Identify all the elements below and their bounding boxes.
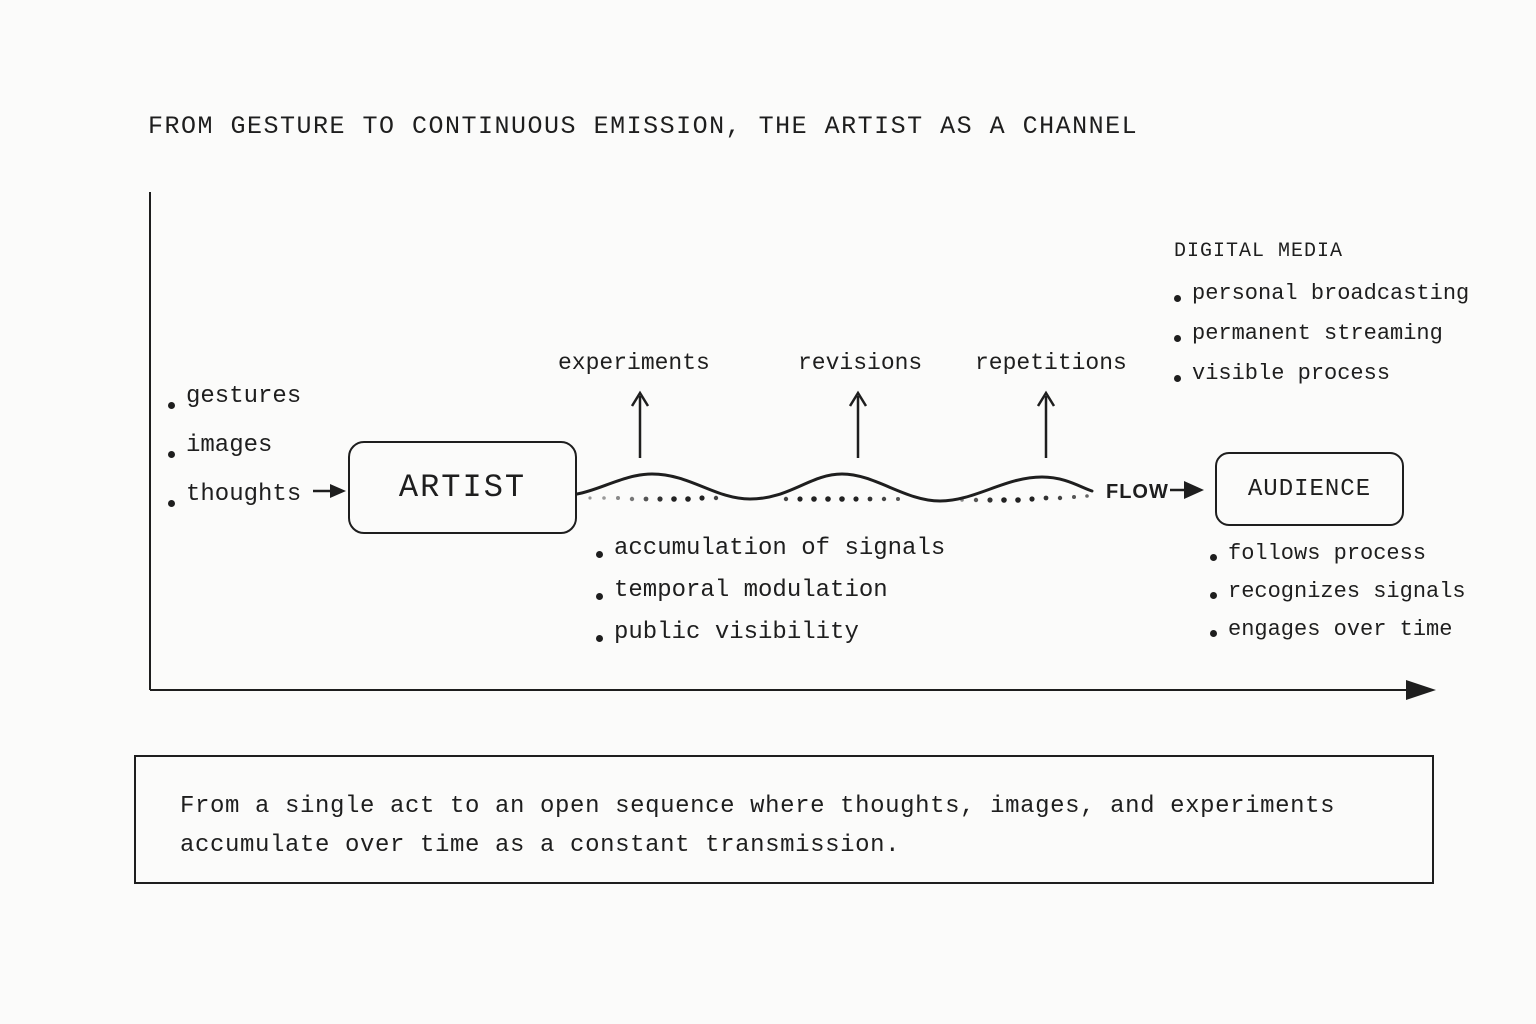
- caption-text: [180, 787, 1400, 865]
- list-item: personal broadcasting: [1172, 278, 1469, 318]
- list-item: recognizes signals: [1208, 576, 1466, 614]
- artist-inputs-list: [166, 380, 301, 527]
- signal-dots: [588, 494, 1088, 503]
- page-title: FROM GESTURE TO CONTINUOUS EMISSION, THE ARTIST AS A CHANNEL: [148, 112, 1139, 141]
- digital-media-list: [1172, 278, 1469, 398]
- signal-wave: [577, 474, 1092, 501]
- flow-label: FLOW: [1106, 481, 1169, 503]
- digital-media-heading: DIGITAL MEDIA: [1174, 240, 1344, 263]
- artist-box: ARTIST: [348, 441, 577, 534]
- flow-arrowhead: [1184, 481, 1204, 499]
- list-item: follows process: [1208, 538, 1466, 576]
- list-item: accumulation of signals: [594, 533, 945, 575]
- list-item: public visibility: [594, 617, 945, 659]
- list-item: thoughts: [166, 478, 301, 527]
- audience-box: AUDIENCE: [1215, 452, 1404, 526]
- list-item: engages over time: [1208, 614, 1466, 652]
- signals-list: [594, 533, 945, 659]
- caption-box: [134, 755, 1434, 884]
- caption-line-1: From a single act to an open sequence where thoughts, images, and experiments: [180, 793, 1336, 820]
- revisions-label: revisions: [798, 350, 923, 376]
- list-item: images: [166, 429, 301, 478]
- list-item: permanent streaming: [1172, 318, 1469, 358]
- caption-line-2: accumulate over time as a constant transmission.: [180, 832, 901, 859]
- audience-traits-list: [1208, 538, 1466, 652]
- list-item: visible process: [1172, 358, 1469, 398]
- list-item: temporal modulation: [594, 575, 945, 617]
- repetitions-label: repetitions: [975, 350, 1127, 376]
- list-item: gestures: [166, 380, 301, 429]
- input-arrowhead: [330, 484, 346, 498]
- experiments-label: experiments: [558, 350, 710, 376]
- time-arrowhead: [1406, 680, 1436, 700]
